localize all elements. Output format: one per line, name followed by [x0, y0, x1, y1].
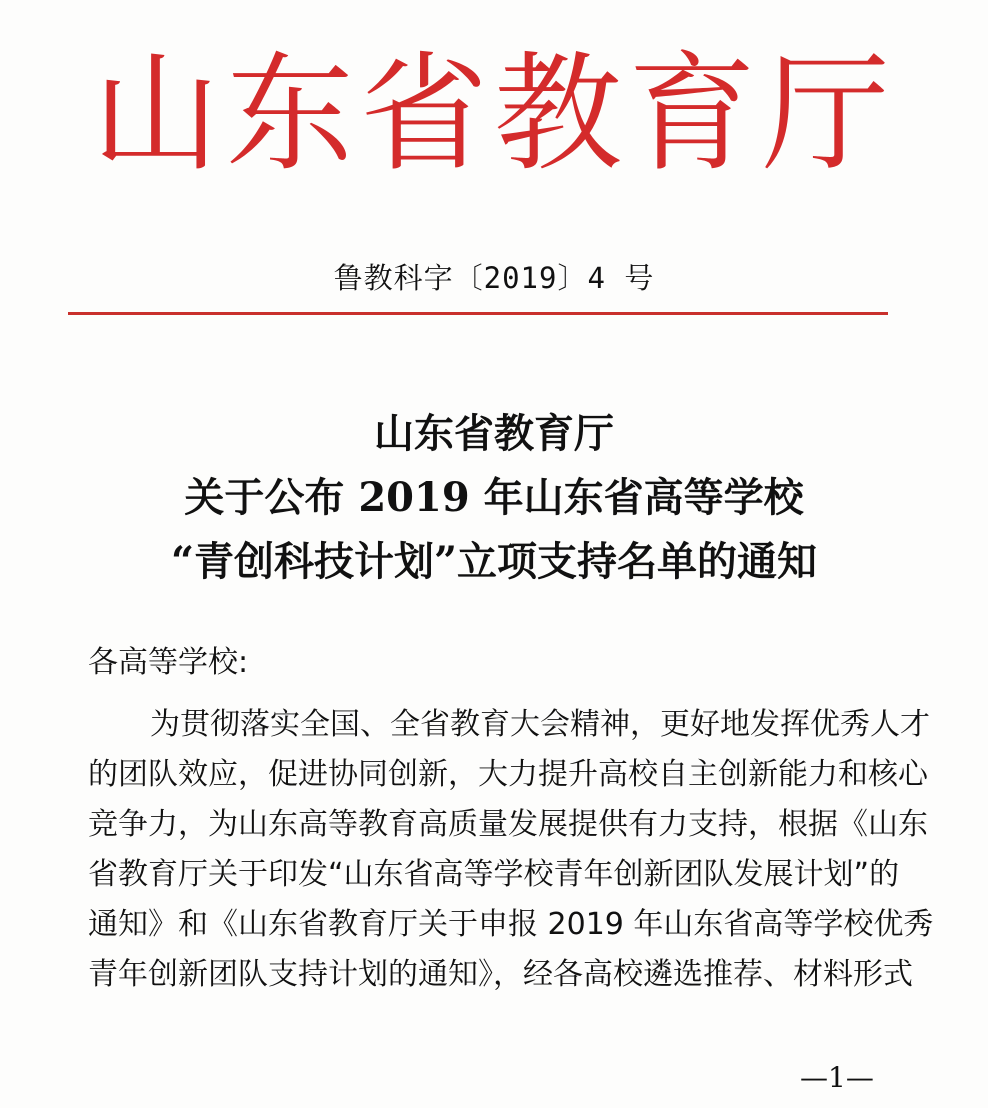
page-number: —1—	[800, 1061, 874, 1094]
body-line-4: 省教育厅关于印发“山东省高等学校青年创新团队发展计划”的	[88, 857, 900, 892]
salutation: 各高等学校:	[88, 645, 249, 680]
masthead-title: 山东省教育厅	[91, 40, 896, 189]
body-line-5: 通知》和《山东省教育厅关于申报 2019 年山东省高等学校优秀	[88, 907, 934, 942]
body-line-6: 青年创新团队支持计划的通知》，经各高校遴选推荐、材料形式	[88, 957, 913, 992]
body-paragraph	[88, 700, 934, 1000]
red-divider-rule	[68, 312, 888, 315]
body-line-2: 的团队效应，促进协同创新，大力提升高校自主创新能力和核心	[88, 757, 928, 792]
title-line-3: “青创科技计划”立项支持名单的通知	[170, 538, 817, 585]
body-line-1: 为贯彻落实全国、全省教育大会精神，更好地发挥优秀人才	[150, 707, 930, 742]
body-line-3: 竞争力，为山东高等教育高质量发展提供有力支持，根据《山东	[88, 807, 928, 842]
title-line-1: 山东省教育厅	[374, 410, 614, 457]
notice-title	[0, 402, 988, 594]
title-line-2: 关于公布 2019 年山东省高等学校	[184, 474, 804, 521]
document-number: 鲁教科字〔2019〕4 号	[333, 261, 655, 295]
